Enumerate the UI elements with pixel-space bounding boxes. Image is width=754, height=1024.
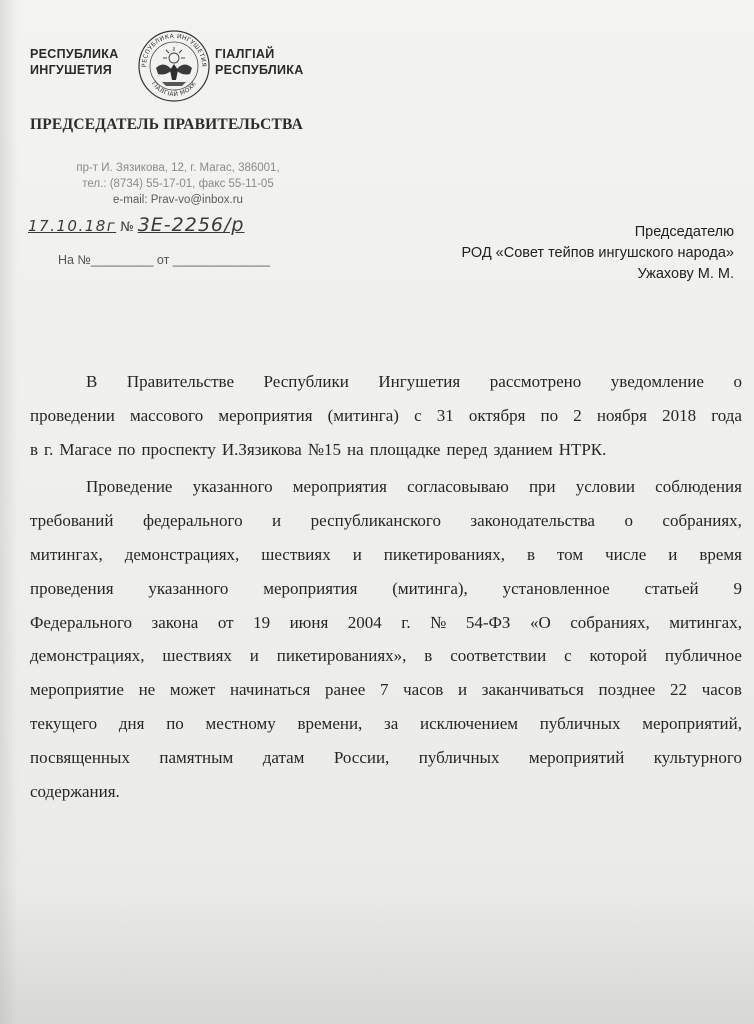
word: 2018 (662, 405, 697, 425)
body-line (30, 572, 742, 606)
word: шествиях (261, 544, 331, 564)
word: на (347, 439, 364, 459)
word: условии (575, 477, 636, 497)
addressee-line-1: Председателю (634, 224, 734, 240)
word: время (699, 544, 742, 564)
word: по (166, 713, 184, 733)
body-line (30, 639, 742, 673)
word: и (668, 544, 678, 564)
body-line (30, 775, 742, 809)
addressee-block (462, 222, 734, 285)
word: публичных (539, 713, 621, 733)
word: Ингушетия (378, 372, 461, 391)
word: мероприятие (30, 680, 124, 700)
paragraph-1 (30, 365, 742, 466)
word: мероприятий (528, 747, 625, 767)
word: начинаться (229, 680, 311, 700)
word: ранее (325, 680, 366, 700)
word: Правительстве (126, 372, 234, 391)
word: 2 (573, 405, 582, 425)
body-line (30, 504, 742, 538)
word: июня (289, 612, 329, 632)
emblem-text-bottom: ГIАЛГIАЙ МОХК (149, 80, 199, 99)
word: содержания. (30, 781, 120, 801)
word: по (117, 439, 136, 459)
word: требований (30, 511, 114, 531)
word: и (457, 680, 468, 700)
word: собраниях, (570, 612, 650, 632)
emblem-text-top: РЕСПУБЛИКА ИНГУШЕТИЯ (140, 32, 208, 68)
word: от (217, 612, 234, 632)
word: в (526, 544, 535, 564)
coat-of-arms-emblem (136, 28, 212, 104)
body-line (30, 707, 742, 741)
word: 54-ФЗ (465, 612, 511, 632)
word: массового (129, 405, 204, 425)
word: посвященных (30, 747, 130, 767)
word: с (414, 405, 422, 425)
word: 9 (733, 578, 742, 598)
word: демонстрациях, (124, 544, 240, 564)
word: России, (333, 747, 390, 767)
word: за (384, 713, 399, 733)
word: статьей (644, 578, 699, 598)
word: публичное (664, 646, 742, 666)
word: и (249, 646, 259, 666)
word: г. (44, 439, 54, 459)
registration-number: 3Е-2256/р (137, 214, 245, 236)
word: мероприятия (218, 405, 313, 425)
body-line (30, 399, 742, 433)
word: 7 (379, 680, 389, 700)
word: октября (468, 405, 526, 425)
letterhead-left-line1: РЕСПУБЛИКА (30, 47, 119, 61)
word: федерального (142, 511, 243, 531)
word: часов (701, 680, 742, 700)
word: о (733, 372, 742, 391)
word: И.Зязикова (221, 439, 302, 459)
word: НТРК. (558, 439, 607, 459)
word: согласовываю (407, 477, 509, 497)
letterhead-address (58, 160, 298, 208)
word: «О (529, 612, 551, 632)
word: Проведение (86, 477, 173, 497)
word: года (711, 405, 742, 425)
word: ноября (596, 405, 647, 425)
letterhead-right-line2: РЕСПУБЛИКА (215, 63, 304, 77)
word: установленное (502, 578, 610, 598)
word: (митинга) (327, 405, 399, 425)
word: уведомление (610, 372, 704, 391)
paragraph-2 (30, 470, 742, 808)
word: 22 (670, 680, 688, 700)
word: мероприятия (292, 477, 387, 497)
letterhead-right (215, 46, 304, 78)
word: не (138, 680, 156, 700)
word: митингах, (30, 544, 103, 564)
word: указанного (148, 578, 229, 598)
address-email: e-mail: Prav-vo@inbox.ru (113, 194, 243, 206)
word: заканчиваться (481, 680, 584, 700)
body-line (30, 606, 742, 640)
word: шествиях (162, 646, 232, 666)
word: исключением (420, 713, 519, 733)
word: культурного (653, 747, 742, 767)
word: 2004 (347, 612, 382, 632)
word: республиканского (310, 511, 441, 531)
word: закона (151, 612, 199, 632)
word: датам (262, 747, 305, 767)
word: Республики (263, 372, 349, 391)
word: по (540, 405, 559, 425)
word: которой (589, 646, 647, 666)
word: митингах, (669, 612, 742, 632)
word: проспекту (141, 439, 216, 459)
body-line (30, 741, 742, 775)
address-line-1: пр-т И. Зязикова, 12, г. Магас, 386001, (76, 162, 280, 174)
body-line (30, 673, 742, 707)
word: (митинга), (392, 578, 468, 598)
registration-line (28, 214, 244, 236)
word: с (564, 646, 572, 666)
word: в (30, 439, 39, 459)
word: в (424, 646, 433, 666)
body-line (30, 365, 742, 399)
word: мероприятий, (642, 713, 742, 733)
word: Магасе (59, 439, 112, 459)
addressee-line-3: Ужахову М. М. (637, 266, 734, 282)
word: соответствии (450, 646, 547, 666)
word: том (556, 544, 584, 564)
word: текущего (30, 713, 98, 733)
word: пикетированиях», (276, 646, 407, 666)
word: перед (446, 439, 488, 459)
addressee-line-2: РОД «Совет тейпов ингушского народа» (461, 245, 734, 261)
word: 19 (253, 612, 271, 632)
letterhead-left (30, 46, 119, 78)
word: и (272, 511, 282, 531)
word: законодательства (470, 511, 595, 531)
word: площадке (369, 439, 441, 459)
word: 31 (436, 405, 454, 425)
word: зданием (493, 439, 553, 459)
body-line (30, 470, 742, 504)
address-line-2: тел.: (8734) 55-17-01, факс 55-11-05 (82, 178, 274, 190)
word: местному (205, 713, 276, 733)
word: при (528, 477, 556, 497)
letterhead-title: ПРЕДСЕДАТЕЛЬ ПРАВИТЕЛЬСТВА (30, 116, 303, 133)
reference-line: На №_________ от ______________ (58, 253, 271, 267)
word: может (169, 680, 216, 700)
word: собраниях, (662, 511, 742, 531)
letter-body (30, 365, 742, 808)
word: № (430, 612, 447, 632)
word: Федерального (30, 612, 133, 632)
word: памятным (159, 747, 234, 767)
word: числе (605, 544, 647, 564)
page-shadow-left (0, 0, 18, 1024)
word: проведения (30, 578, 114, 598)
word: пикетированиях, (383, 544, 505, 564)
word: публичных (418, 747, 500, 767)
registration-number-label: № (120, 220, 134, 235)
word: мероприятия (263, 578, 358, 598)
word: дня (118, 713, 145, 733)
word: рассмотрено (489, 372, 582, 391)
word: позднее (598, 680, 656, 700)
page-shadow-bottom (0, 884, 754, 1024)
body-line (30, 433, 742, 467)
word: соблюдения (655, 477, 742, 497)
word: о (624, 511, 633, 531)
word: и (352, 544, 362, 564)
word: часов (403, 680, 444, 700)
body-line (30, 538, 742, 572)
word: г. (401, 612, 411, 632)
word: В (86, 372, 98, 391)
registration-date: 17.10.18г (28, 217, 117, 235)
letterhead-right-line1: ГIАЛГIАЙ (215, 47, 275, 61)
word: демонстрациях, (30, 646, 145, 666)
word: времени, (297, 713, 363, 733)
word: указанного (192, 477, 273, 497)
letterhead-left-line2: ИНГУШЕТИЯ (30, 63, 113, 77)
word: проведении (30, 405, 115, 425)
word: №15 (307, 439, 342, 459)
